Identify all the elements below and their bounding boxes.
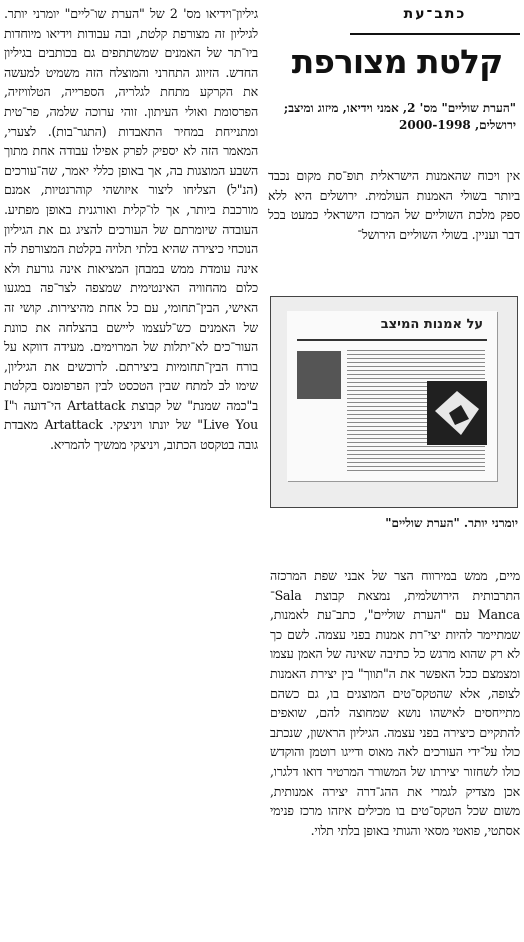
article-title: קלטת מצורפת [291, 42, 503, 81]
right-column-top-text: אין ויכוח שהאמנות הישראלית תופ־סת מקום נכבד ביותר בשולי האמנות העולמית. ירושלים היא ללא ספק מלכת השוליים של המרכז הישראלי כמעט בכל דבר ועניין. בשולי השוליים הירושל־ [268, 168, 520, 242]
right-column-bottom-text: מיים, ממש במירווח הצר של אבני שפת המרכזה התרבותית הירושלמית, נמצאת קבוצת Sala־Manca עם "הערת שוליים", כתב־עת לאמנות, שמתיימר להיות יצי־רת אמנות בפני עצמה. לשם כך לא רק שהוא מרגש כל כתיבה שאינה של האמן עצמו ומצמצם ככל האפשר את ה"תווך" בין יצירת האמנות לצופה, אלא שהטקס־טים המוצגים בו, גם כשהם מתייחסים לאישהו נושא שמחוצה להם, שואפים להתקיים כיצירה בפני עצמה. הגיליון הראשון, שנכתב כולו על־ידי העורכים לאה מאוס ודייגו רוטמן והוקדש כולו לשחזור יצירתו של המשורר המרטיר דואו דלגרו, אכן מצדיק לגמרי את ההג־דרה יצירה אמנותית, משום שכל הטקס־טים בו מכילים איזהו מרכז פנימי אסתטי, פואטי מסאי והגותי באופן בלתי תלוי. [270, 568, 520, 838]
photo-artwork-image [427, 381, 487, 445]
publication-credits: "הערת שוליים" מס' 2, אמני וידיאו, מיזוג ומיצב; ירושלים, 2000-1998 [283, 101, 516, 132]
section-label: כתב־עת [403, 6, 467, 22]
photo-page-rule [297, 339, 487, 341]
photo-page-heading: על אמנות המיצב [380, 317, 483, 332]
photo-caption: יומרני יותר. "הערת שוליים" [385, 516, 518, 530]
header-divider [350, 33, 520, 35]
article-photo [270, 296, 518, 508]
left-column-text: גיליון־וידיאו מס' 2 של "הערת שו־ליים" יומרני יותר. לגיליון זה מצורפת קלטת, ובה עבודות וידיאו מיוחדות ביו־תר של האמנים שמשתתפים גם בכותבים בגיליון החדש. הזיווג התחרני והמוצלח הזה משמיט למעשה את הקרקע מתחת לגלריה, הספרייה, הטלוויזיה, הפרסומת ואולי העיתון. זוהי ערוכה שלמה, פר־טית ומתנייחת במחיר התאבדות (התגר־בות). לצערי, המאמר הזה לא יספיק לפרק אפילו עבודה אחת מתוך השבע המוצגות בה, אך באופן כללי יאמר, שה־עורכים (הנ"ל) הצליחו ליצור איזושהי קוהרנטיות, אמנם מורכבת ביותר, אך לו־קלית ואורגנית באופן מפתיע. העובדה שיומרתם של העורכים להציג גם את הגיליון הנוכחי כיצירה שהיא בלתי תלויה בקלטת המצורפת לה אינה עומדת ממש במבחן המציאות אינה גורעת ולא כלום מהחוויה האינטימית שמצפה לצר־פה במגעו האישי, הבין־תחומי, עם כל אחת מהיצירות. קושי זה של האמנים כש־לעצמו ליישם בהצלחה את כוונת העור־כים לא־יתלות של המרוימים. מעידה דווקא על בורח הבין־תחומיות ביצירתם. לרוכשים את הגיליון, שימו לב למתח שבין הטכסט לבין הפרפומנס בקלטת ב"כמה שמנת" של קבוצת Artattack הי־דועה ו"I Live You" של יונתו ויניצקי. Artattack מאבדת גובה בטקסט הכתוב, ויניצקי ממשיך להמריא. [4, 6, 259, 453]
photo-image-block [297, 351, 341, 399]
photo-page-sheet [287, 311, 497, 481]
